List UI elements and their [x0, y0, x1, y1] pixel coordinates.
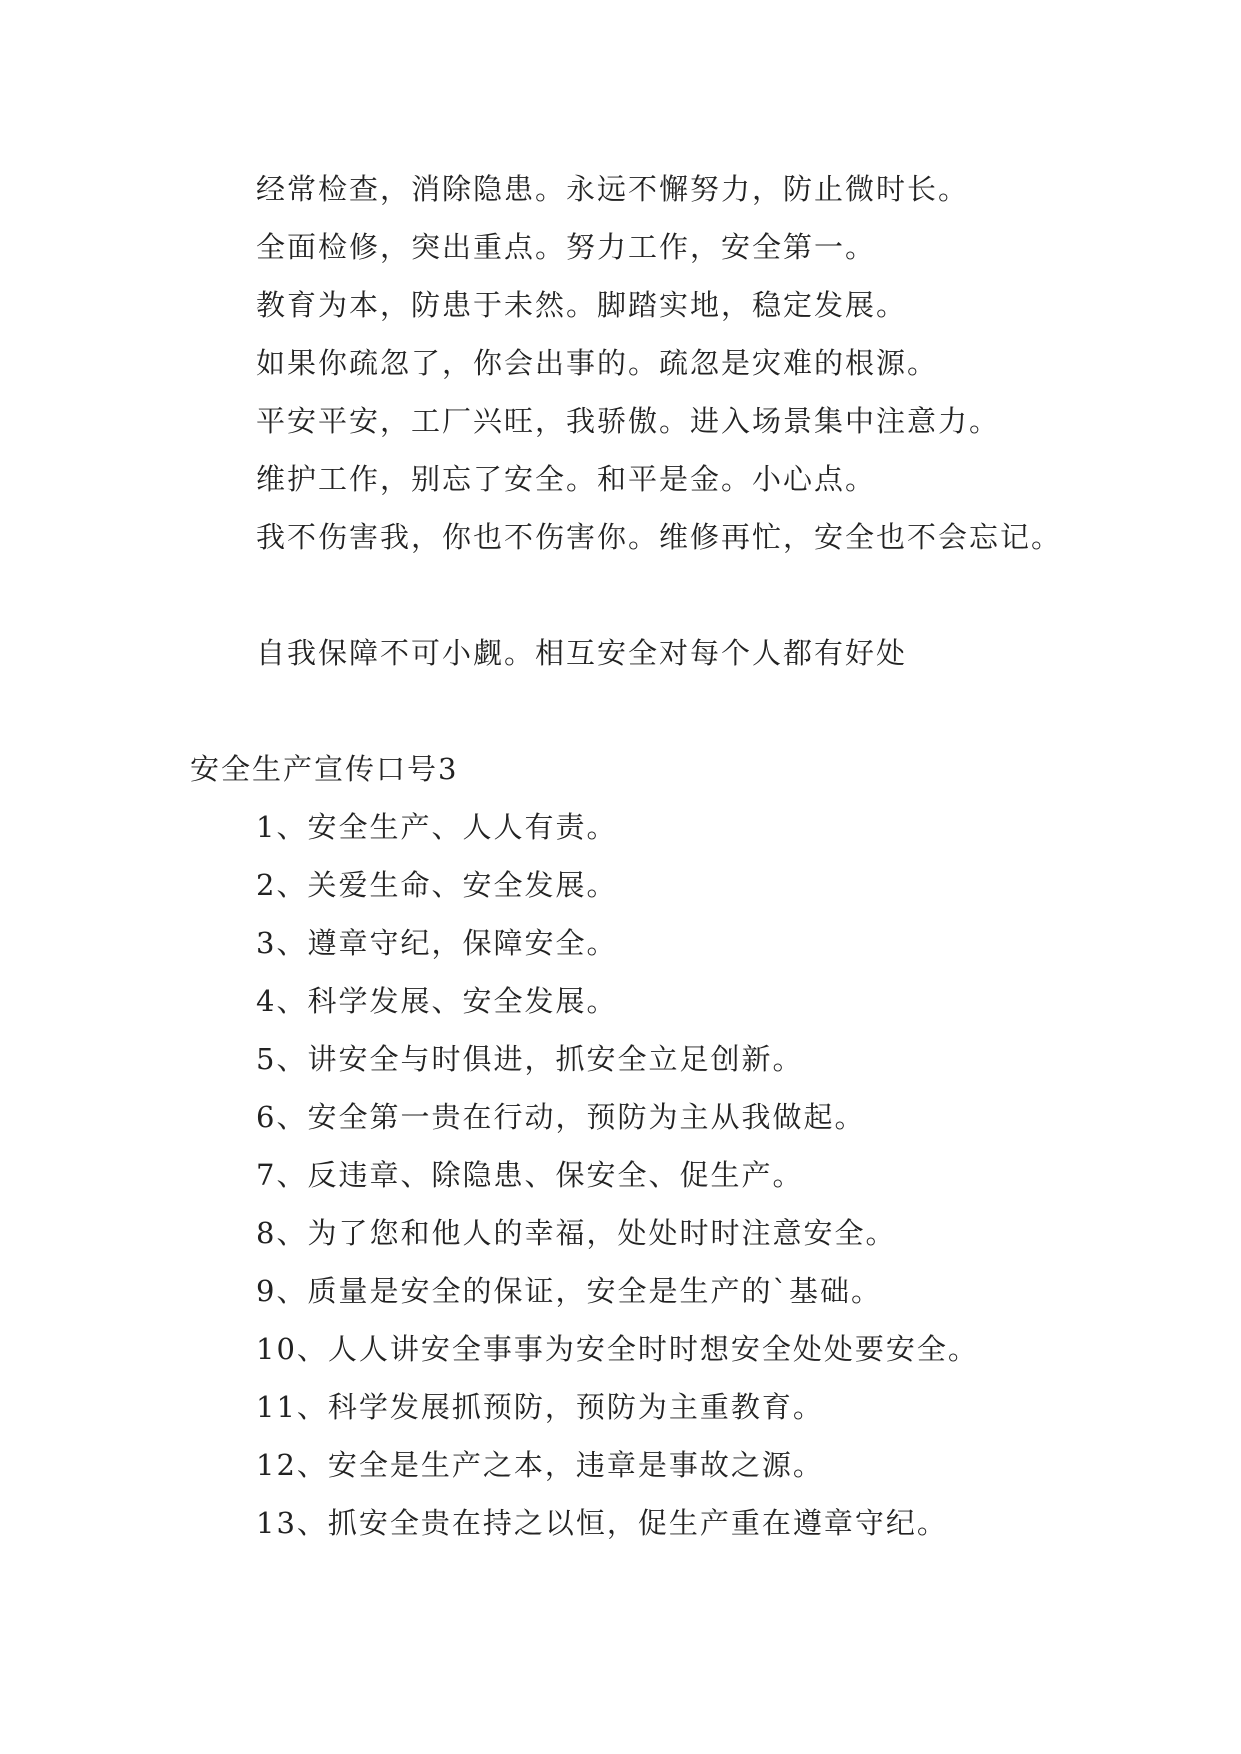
slogan-item: 2、关爱生命、安全发展。: [256, 868, 618, 902]
paragraph: 全面检修，突出重点。努力工作，安全第一。: [256, 230, 877, 264]
paragraph: 自我保障不可小觑。相互安全对每个人都有好处: [256, 636, 908, 670]
slogan-item: 1、安全生产、人人有责。: [256, 810, 618, 844]
slogan-item: 13、抓安全贵在持之以恒，促生产重在遵章守纪。: [256, 1506, 948, 1540]
section-title: 安全生产宣传口号3: [190, 752, 459, 786]
paragraph: 教育为本，防患于未然。脚踏实地，稳定发展。: [256, 288, 908, 322]
slogan-item: 12、安全是生产之本，违章是事故之源。: [256, 1448, 824, 1482]
slogan-item: 4、科学发展、安全发展。: [256, 984, 618, 1018]
slogan-item: 3、遵章守纪，保障安全。: [256, 926, 618, 960]
slogan-item: 8、为了您和他人的幸福，处处时时注意安全。: [256, 1216, 897, 1250]
paragraph: 我不伤害我，你也不伤害你。维修再忙，安全也不会忘记。: [256, 520, 1063, 554]
paragraph: 平安平安，工厂兴旺，我骄傲。进入场景集中注意力。: [256, 404, 1001, 438]
slogan-item: 7、反违章、除隐患、保安全、促生产。: [256, 1158, 804, 1192]
paragraph: 维护工作，别忘了安全。和平是金。小心点。: [256, 462, 877, 496]
slogan-item: 6、安全第一贵在行动，预防为主从我做起。: [256, 1100, 866, 1134]
slogan-item: 5、讲安全与时俱进，抓安全立足创新。: [256, 1042, 804, 1076]
slogan-item: 10、人人讲安全事事为安全时时想安全处处要安全。: [256, 1332, 979, 1366]
slogan-item: 9、质量是安全的保证，安全是生产的`基础。: [256, 1274, 882, 1308]
paragraph: 如果你疏忽了，你会出事的。疏忽是灾难的根源。: [256, 346, 939, 380]
paragraph: 经常检查，消除隐患。永远不懈努力，防止微时长。: [256, 172, 970, 206]
slogan-item: 11、科学发展抓预防，预防为主重教育。: [256, 1390, 824, 1424]
